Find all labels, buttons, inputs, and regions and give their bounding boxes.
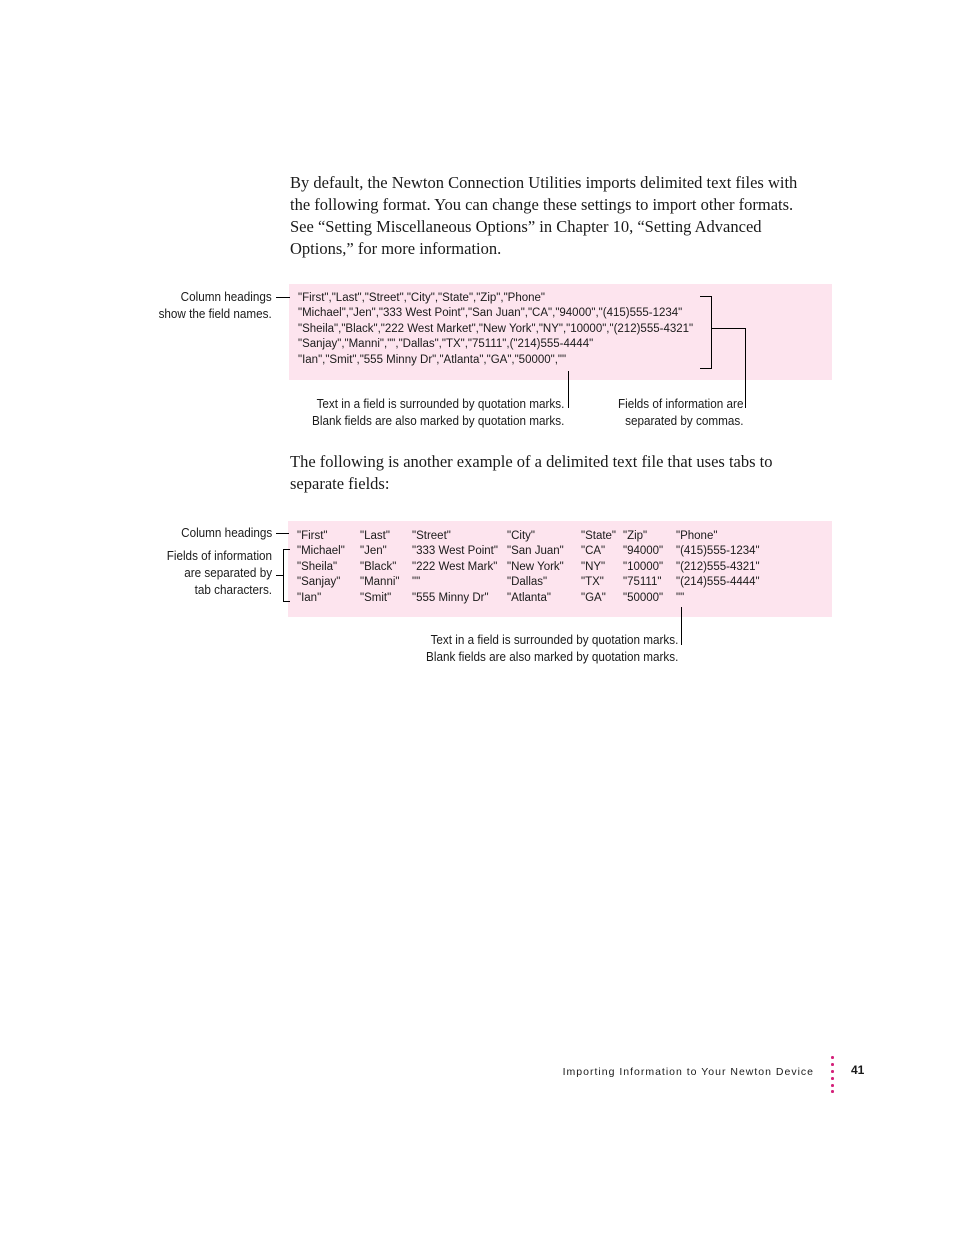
callout-line: are separated by: [184, 565, 272, 580]
table-cell: "Sheila": [297, 560, 338, 573]
table-cell: "Zip": [623, 530, 648, 542]
callout-line: Fields of information: [166, 548, 272, 563]
dot-mark: [831, 1070, 834, 1073]
table-cell: "NY": [581, 560, 606, 573]
table-cell: "First": [297, 530, 328, 542]
leader-line: [712, 328, 746, 329]
tab-example-paragraph: [290, 451, 835, 495]
dot-mark: [831, 1084, 834, 1087]
callout-line: show the field names.: [158, 306, 272, 321]
table-cell: "Dallas": [507, 576, 548, 589]
table-cell: "555 Minny Dr": [412, 591, 489, 604]
leader-line: [276, 533, 289, 534]
csv-line: "Ian","Smit","555 Minny Dr","Atlanta","GA","50000","": [298, 353, 567, 366]
table-cell: "GA": [581, 591, 606, 604]
comma-delimited-text: [298, 291, 693, 368]
intro-line: See “Setting Miscellaneous Options” in Chapter 10, “Setting Advanced: [290, 217, 762, 236]
table-cell: "Last": [360, 530, 390, 542]
callout-line: Fields of information are: [617, 396, 743, 411]
table-cell: "Jen": [360, 545, 387, 558]
leader-line: [681, 607, 682, 645]
table-cell: "75111": [623, 576, 662, 589]
table-cell: "222 West Mark": [412, 560, 498, 573]
leader-line: [745, 328, 746, 408]
table-cell: "San Juan": [507, 545, 564, 558]
dot-mark: [831, 1077, 834, 1080]
callout-line: tab characters.: [194, 582, 272, 597]
callout-line: separated by commas.: [624, 413, 743, 428]
intro-line: Options,” for more information.: [290, 239, 502, 258]
commas-callout: [617, 395, 743, 429]
table-cell: "333 West Point": [412, 545, 498, 558]
dot-mark: [831, 1063, 834, 1066]
paragraph-line: separate fields:: [290, 474, 390, 493]
table-cell: "City": [507, 530, 535, 542]
table-cell: "10000": [623, 560, 664, 573]
table-cell: "Street": [412, 530, 451, 542]
page-number: 41: [851, 1063, 865, 1077]
table-cell: "Atlanta": [507, 591, 551, 604]
leader-line: [568, 371, 569, 408]
table-cell: "Phone": [676, 530, 718, 542]
quotation-marks-callout: [426, 631, 678, 665]
table-cell: "CA": [581, 545, 606, 558]
table-cell: "(415)555-1234": [676, 545, 760, 558]
running-title: Importing Information to Your Newton Device: [562, 1066, 814, 1078]
table-cell: "(212)555-4321": [676, 560, 760, 573]
table-cell: "": [676, 591, 685, 604]
paragraph-line: The following is another example of a delimited text file that uses tabs to: [290, 452, 773, 471]
table-cell: "State": [581, 530, 617, 542]
intro-line: By default, the Newton Connection Utilities imports delimited text files with: [290, 173, 798, 192]
dot-mark: [831, 1056, 834, 1059]
table-cell: "Sanjay": [297, 576, 341, 589]
bracket-line: [283, 549, 290, 550]
intro-line: the following format. You can change these settings to import other formats.: [290, 195, 794, 214]
column-headings-callout: [181, 524, 272, 541]
csv-line: "Sheila","Black","222 West Market","New York","NY","10000","(212)555-4321": [298, 322, 694, 335]
callout-line: Column headings: [180, 289, 272, 304]
callout-line: Column headings: [180, 525, 272, 540]
table-cell: "Michael": [297, 545, 345, 558]
callout-line: Blank fields are also marked by quotation marks.: [311, 413, 564, 428]
table-cell: "50000": [623, 591, 664, 604]
callout-line: Text in a field is surrounded by quotation marks.: [430, 632, 678, 647]
bracket-line: [283, 601, 290, 602]
table-cell: "Manni": [360, 576, 400, 589]
table-cell: "New York": [507, 560, 564, 573]
table-cell: "Black": [360, 560, 397, 573]
table-cell: "Smit": [360, 591, 392, 604]
csv-line: "First","Last","Street","City","State","Zip","Phone": [298, 292, 545, 304]
intro-paragraph: [290, 172, 835, 260]
csv-line: "Sanjay","Manni","","Dallas","TX","75111",("214)555-4444": [298, 338, 594, 351]
callout-line: Blank fields are also marked by quotation marks.: [425, 649, 678, 664]
quotation-marks-callout: [312, 395, 564, 429]
table-cell: "": [412, 576, 421, 589]
bracket-line: [700, 368, 712, 369]
callout-line: Text in a field is surrounded by quotation marks.: [316, 396, 564, 411]
leader-line: [276, 575, 284, 576]
table-cell: "94000": [623, 545, 664, 558]
tab-characters-callout: [167, 547, 272, 598]
table-cell: "TX": [581, 576, 604, 589]
table-cell: "Ian": [297, 591, 322, 604]
bracket-line: [711, 296, 712, 369]
table-cell: "(214)555-4444": [676, 576, 760, 589]
column-headings-callout: [159, 288, 272, 322]
dot-mark: [831, 1090, 834, 1093]
csv-line: "Michael","Jen","333 West Point","San Juan","CA","94000","(415)555-1234": [298, 307, 683, 320]
leader-line: [276, 297, 290, 298]
